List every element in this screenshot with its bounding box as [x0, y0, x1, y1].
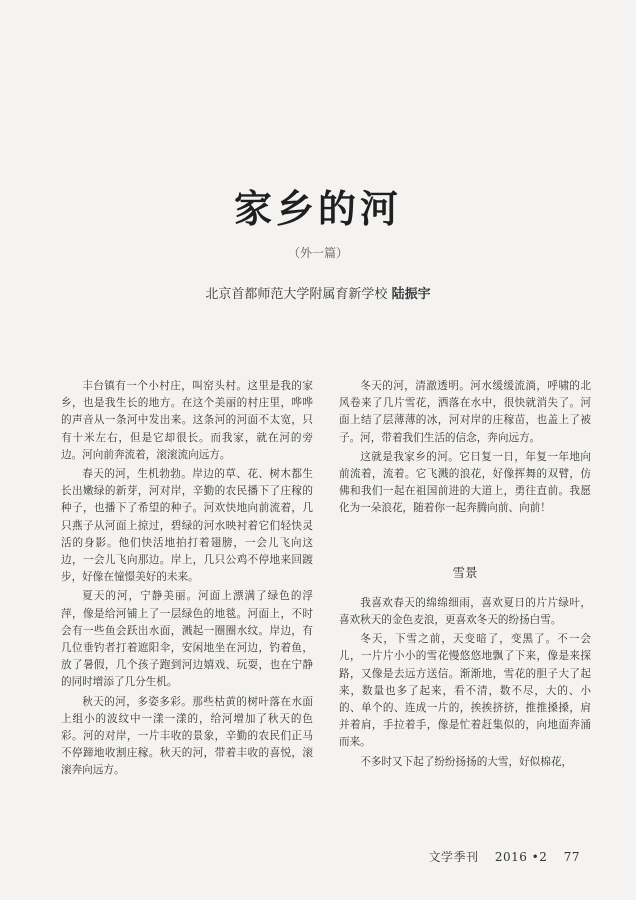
journal-name: 文学季刊: [428, 850, 479, 864]
paragraph: 夏天的河，宁静美丽。河面上漂满了绿色的浮萍，像是给河铺上了一层绿色的地毯。河面上，不时会有一些鱼会跃出水面，溅起一圈圈水纹。岸边，有几位垂钓者打着遮阳伞，安闲地坐在河边，钓着鱼，放了暑假，几个孩子跑到河边嬉戏、玩耍，也在宁静的同时增添了几分生机。: [61, 590, 313, 689]
paragraph: 这就是我家乡的河。它日复一日，年复一年地向前流着，流着。它飞溅的浪花，好像挥舞的双臂，仿佛和我们一起在祖国前进的大道上，勇往直前。我愿化为一朵浪花，随着你一起奔腾向前、向前！: [339, 450, 591, 515]
journal-issue: 2016 •2: [494, 850, 548, 864]
article-title: 家乡的河: [233, 187, 402, 231]
paragraph: 春天的河，生机勃勃。岸边的草、花、树木都生长出嫩绿的新芽，河对岸，辛勤的农民播下了庄稼的种子，也播下了希望的种子。河欢快地向前流着，几只燕子从河面上掠过，碧绿的河水映衬着它们轻快灵活的身影。他们快活地拍打着翅膀，一会儿飞向这边，一会儿飞向那边。岸上，几只公鸡不停地来回踱步，好像在憧憬美好的未来。: [61, 468, 313, 584]
paragraph: 冬天的河，清澈透明。河水缓缓流淌，呼啸的北风卷来了几片雪花，洒落在水中，很快就消失了。河面上结了层薄薄的冰，河对岸的庄稼苗，也盖上了被子。河，带着我们生活的信念，奔向远方。: [339, 380, 591, 444]
paragraph: 不多时又下起了纷纷扬扬的大雪，好似棉花，: [360, 755, 573, 768]
right-column: [339, 378, 591, 773]
paragraph: 我喜欢春天的绵绵细雨，喜欢夏日的片片绿叶，喜欢秋天的金色麦浪，更喜欢冬天的纷扬白雪。: [339, 596, 591, 627]
byline: [0, 283, 636, 302]
author-name: 陆振宇: [391, 287, 431, 302]
author-affiliation: 北京首都师范大学附属育新学校: [205, 287, 388, 302]
paragraph: 秋天的河，多姿多彩。那些枯黄的树叶落在水面上组小的波纹中一漾一漾的，给河增加了秋天的色彩。河的对岸，一片丰收的景象，辛勤的农民们正马不停蹄地收割庄稼。秋天的河，带着丰收的喜悦，滚滚奔向远方。: [61, 695, 313, 777]
page-footer: [416, 848, 580, 865]
article-subtitle: （外一篇）: [287, 246, 348, 260]
paragraph: 丰台镇有一个小村庄，叫窑头村。这里是我的家乡，也是我生长的地方。在这个美丽的村庄里，哗哗的声音从一条河中发出来。这条河的河面不太宽，只有十米左右，但是它却很长。而我家，就在河的旁边。河向前奔流着，滚滚流向远方。: [61, 380, 313, 461]
page-number: 77: [563, 850, 580, 864]
section-title: 雪景: [452, 564, 478, 580]
paragraph: 冬天，下雪之前，天变暗了，变黑了。不一会儿，一片片小小的雪花慢悠悠地飘了下来，像是来探路，又像是去远方送信。渐渐地，雪花的胆子大了起来，数量也多了起来，看不清，数不尽，大的、小的、单个的、连成一片的，挨挨挤挤，推推搡搡，肩并着肩，手拉着手，像是忙着赶集似的，向地面奔涌而来。: [339, 633, 591, 749]
left-column: [61, 378, 313, 782]
